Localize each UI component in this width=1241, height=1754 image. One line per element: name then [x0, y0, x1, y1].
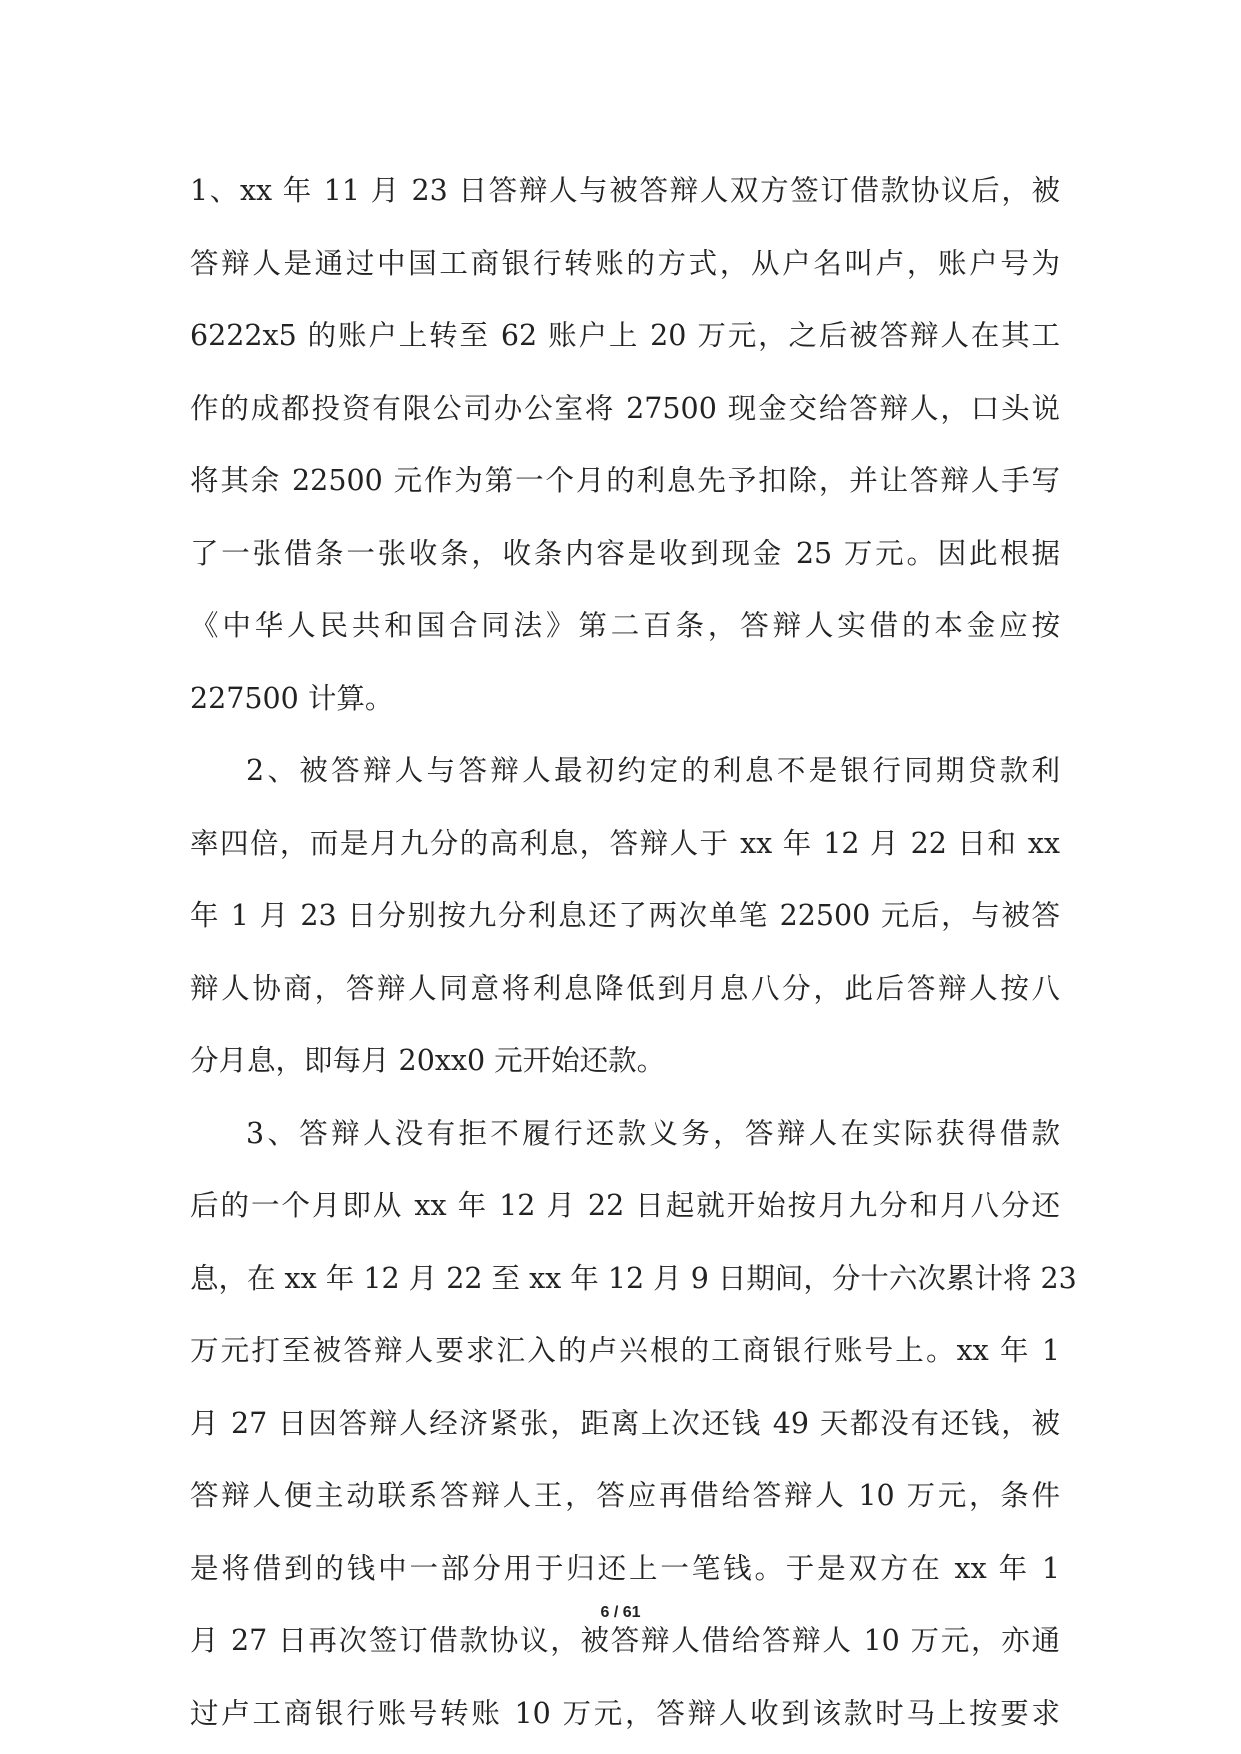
text-line: 率四倍，而是月九分的高利息，答辩人于 xx 年 12 月 22 日和 xx	[190, 826, 1060, 860]
text-line: 息，在 xx 年 12 月 22 至 xx 年 12 月 9 日期间，分十六次累计将 23	[190, 1261, 1077, 1295]
text-line: 答辩人便主动联系答辩人王，答应再借给答辩人 10 万元，条件	[190, 1479, 1060, 1512]
text-line: 月 27 日再次签订借款协议，被答辩人借给答辩人 10 万元，亦通	[190, 1624, 1060, 1657]
text-line: 了一张借条一张收条，收条内容是收到现金 25 万元。因此根据	[190, 536, 1060, 570]
text-line: 辩人协商，答辩人同意将利息降低到月息八分，此后答辩人按八	[190, 971, 1060, 1005]
text-line: 答辩人是通过中国工商银行转账的方式，从户名叫卢，账户号为	[190, 246, 1060, 280]
text-line: 是将借到的钱中一部分用于归还上一笔钱。于是双方在 xx 年 1	[190, 1551, 1060, 1585]
text-line: 2、被答辩人与答辩人最初约定的利息不是银行同期贷款利	[246, 754, 1060, 787]
text-line: 227500 计算。	[190, 681, 394, 715]
text-line: 年 1 月 23 日分别按九分利息还了两次单笔 22500 元后，与被答	[190, 899, 1060, 932]
text-line: 作的成都投资有限公司办公室将 27500 现金交给答辩人，口头说	[190, 391, 1060, 425]
text-line: 分月息，即每月 20xx0 元开始还款。	[190, 1044, 666, 1077]
text-line: 月 27 日因答辩人经济紧张，距离上次还钱 49 天都没有还钱，被	[190, 1406, 1060, 1440]
text-line: 1、xx 年 11 月 23 日答辩人与被答辩人双方签订借款协议后，被	[190, 174, 1060, 207]
text-line: 万元打至被答辩人要求汇入的卢兴根的工商银行账号上。xx 年 1	[190, 1334, 1060, 1367]
body-text	[190, 155, 1077, 1750]
text-line: 《中华人民共和国合同法》第二百条，答辩人实借的本金应按	[190, 609, 1060, 642]
page-number: 6 / 61	[600, 1604, 641, 1621]
text-line: 6222x5 的账户上转至 62 账户上 20 万元，之后被答辩人在其工	[190, 319, 1060, 352]
text-line: 将其余 22500 元作为第一个月的利息先予扣除，并让答辩人手写	[190, 464, 1060, 497]
text-line: 3、答辩人没有拒不履行还款义务，答辩人在实际获得借款	[246, 1116, 1060, 1150]
text-line: 后的一个月即从 xx 年 12 月 22 日起就开始按月九分和月八分还	[190, 1189, 1060, 1222]
text-line: 过卢工商银行账号转账 10 万元，答辩人收到该款时马上按要求	[190, 1696, 1060, 1730]
